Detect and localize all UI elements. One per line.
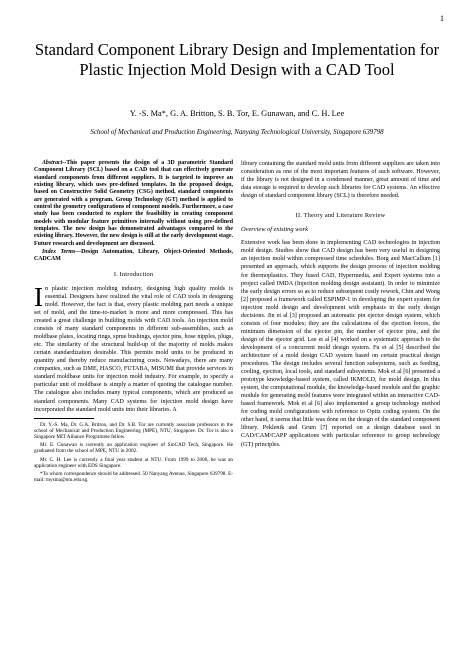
literature-paragraph: Extensive work has been done in implementing CAD technologies in injection mold design. Studies show that CAD design has been very useful in designing an injection mold within compressed time schedules. Borg and MacCallum [1] presented an approach, which supports the design process of injection molding for thermoplastics. They fused CAD, Hypermedia, and Expert systems into a project called IMDA (Injection molding design assistant). In order to minimize the early design errors so as to reduce subsequent costly rework, Chin and Wong [2] proposed a framework called ESPIMP-1 in developing the expert system for injection mold design and development with emphasis in the early design decisions. Jin et al [3] proposed an automatic pin ejector design system, which consists of four modules; they are the calculations of the ejection forces, the minimum dimension of the ejector pin, the number of ejector pins, and the design of the ejector grid. Lee et al [4] worked on a systematic approach to the development of a concurrent mold design system. Fu et al [5] described the architecture of a mold design CAD system based on certain practical design procedures. The design includes several function subsystems, such as feeding, cooling, ejection, local tools, and standard subsystems. Mok et al [6] presented a prototype knowledge-based system, called IKMOLD, for mold design. In this system, the computational module, the knowledge-based module and the graphic module for generating mold features were integrated within an interactive CAD-based framework. Mok et al [6] also implemented a group technology method for coding mold configurations with reference to Opitz coding system. On the other hand, it seems that little was done on the design of the standard component library. Peklenik and Grum [7] reported on a design database used in CAD/CAM/CAPP applications with particular reference to group technology (GT) principles. [241,240,440,448]
section-heading-theory: II. Theory and Literature Review [295,212,386,220]
right-column [241,160,440,449]
index-terms [34,249,233,264]
intro-paragraph-text: n plastic injection molding industry, designing high quality molds is essential. Designers have realized the vital role of CAD tools in designing mold. However, the fact is that, every plastic molding part needs a unique set of mold, and the time-to-market is more and more compressed. This has created a great challenge in building molds with CAD tools. An injection mold consists of many standard components in different sub-assemblies, such as moldbase plates, locating rings, sprue bushings, ejector pins, hose nipples, plugs, etc. The similarity of the structural build-up of the majority of molds makes certain standardization desirable. This permits mold units to be produced in quantity and thereby reduce manufacturing costs. Nowadays, there are many companies, such as DME, HASCO, FUTABA, MISUMI that provide services in standard moldbase units for injection mold industry. For example, to specify a particular unit of moldbase is simply a matter of quoting the catalogue number. The catalogue also includes many typical components, which are produced as standard components. Many CAD systems for injection mold design have incorporated the standard mold units into their libraries. A [34,285,233,413]
page-number: 1 [440,14,444,23]
footnote-gunawan: Mr. E. Gunawan is currently an application engineer of SinCAD Tech, Singapore. He graduated from the school of MPE, NTU in 2002. [34,442,233,455]
library-paragraph: library containing the standard mold units from different suppliers are taken into consideration as one of the most important features of such software. However, if the library is not designed in a condensed manner, great amount of time and data storage is required to develop such libraries for CAD systems. An effective design of standard component library (SCL) is therefore needed. [241,161,440,200]
footnote-correspondence: *To whom correspondence should be addressed. 50 Nanyang Avenue, Singapore 639798. E-mail: mysma@ntu.edu.sg. [34,471,233,484]
index-terms-lead: Index Terms [42,249,76,256]
abstract-lead: Abstract [42,160,63,166]
index-terms-text: —Design Automation, Library, Object-Oriented Methods, CADCAM [34,249,233,263]
abstract [34,160,233,248]
drop-cap: I [34,281,43,312]
left-column [34,160,233,483]
section-heading-introduction: I. Introduction [113,270,154,278]
abstract-text: --This paper presents the design of a 3D parametric Standard Component Library (SCL) based on a CAD tool that can effectively generate standard components from different suppliers. It is targeted to improve an existing library, which uses pre-defined templates. In the proposed design, based on Constructive Solid Geometry (CSG) method, standard components are generated with a program. Group Technology (GT) method is applied to control the geometry configurations of component models. Furthermore, a case study has been conducted to explore the feasibility in creating component models with modular feature primitives internally without using pre-defined templates. The new design has demonstrated advantages compared to the existing library. However, the new design is still at the early development stage. Future research and development are discussed. [34,160,233,247]
intro-paragraph [34,281,233,414]
subsection-heading-overview: Overview of existing work [241,226,308,234]
author-list: Y. -S. Ma*, G. A. Britton, S. B. Tor, E. Gunawan, and C. H. Lee [129,109,345,118]
footnote-divider [34,418,94,419]
affiliation: School of Mechanical and Production Engineering, Nanyang Technological University, Singapore 639798 [90,129,384,136]
footnote-authors: Dr. Y.-S. Ma, Dr. G.A. Britton, and Dr. S.B. Tor are currently associate professors in the school of Mechanical and Production Engineering (MPE), NTU, Singapore. Dr. Tor is also a Singapore MIT Alliance Programme fellow. [34,421,233,441]
paper-title: Standard Component Library Design and Implementation for Plastic Injection Mold Design with a CAD Tool [34,40,440,79]
footnote-lee: Mr. C. H. Lee is currently a final year student at NTU. From 1999 to 2000, he was an application engineer with EDS Singapore. [34,456,233,469]
